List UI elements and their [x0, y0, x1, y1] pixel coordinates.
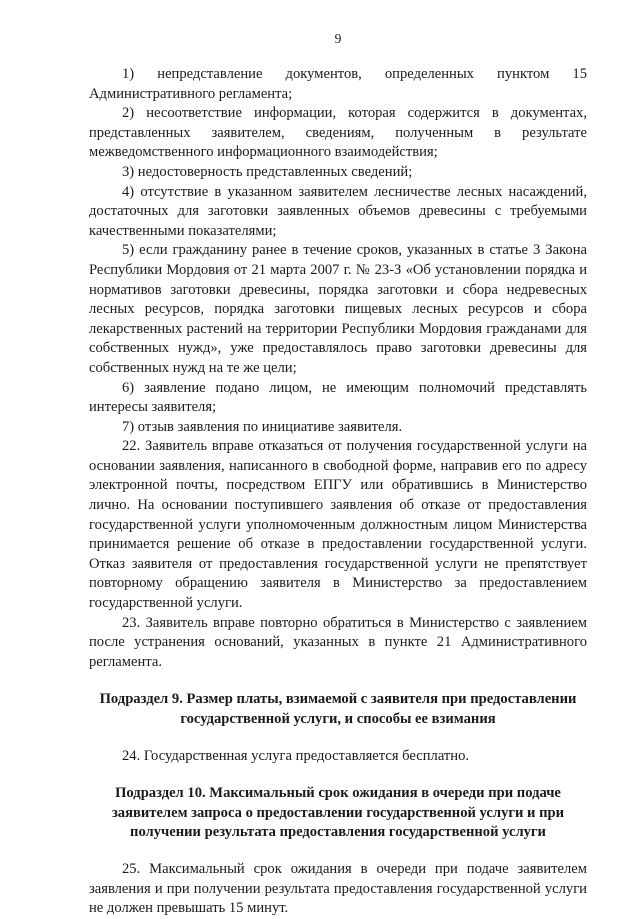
paragraph-refusal-2: 2) несоответствие информации, которая содержится в документах, представленных заявителем, сведениям, полученным в результате межведомственного информационного взаимодействия; — [89, 105, 587, 161]
paragraph-25: 25. Максимальный срок ожидания в очереди при подаче заявителем заявления и при получении результата предоставления государственной услуги не должен превышать 15 минут. — [89, 860, 587, 917]
paragraph-refusal-1: 1) непредставление документов, определенных пунктом 15 Административного регламента; — [89, 66, 587, 102]
paragraph-23: 23. Заявитель вправе повторно обратиться в Министерство с заявлением после устранения оснований, указанных в пункте 21 Административного регламента. — [89, 614, 587, 670]
paragraph-refusal-4: 4) отсутствие в указанном заявителем лесничестве лесных насаждений, достаточных для заготовки заявленных объемов древесины с требуемыми качественными показателями; — [89, 183, 587, 239]
paragraph-24: 24. Государственная услуга предоставляется бесплатно. — [122, 747, 470, 764]
subsection-9-heading: Подраздел 9. Размер платы, взимаемой с заявителя при предоставлении государственной услуги, и способы ее взимания — [99, 691, 577, 727]
subsection-10-heading: Подраздел 10. Максимальный срок ожидания в очереди при подаче заявителем запроса о предоставлении государственной услуги и при получении результата предоставления государственной услуги — [111, 785, 565, 841]
paragraph-refusal-3: 3) недостоверность представленных сведений; — [122, 163, 413, 180]
paragraph-22: 22. Заявитель вправе отказаться от получения государственной услуги на основании заявления, написанного в свободной форме, направив его по адресу электронной почты, посредством ЕПГУ или обратившись в Министерство лично. На основании поступившего заявления об отказе от предоставления государственной услуги уполномоченным должностным лицом Министерства принимается решение об отказе в предоставлении государственной услуги. Отказ заявителя от предоставления государственной услуги не препятствует повторному обращению заявителя в Министерство за предоставлением государственной услуги. — [89, 438, 587, 612]
page-number: 9 — [334, 31, 342, 46]
paragraph-refusal-5: 5) если гражданину ранее в течение сроков, указанных в статье 3 Закона Республики Мордовия от 21 марта 2007 г. № 23-З «Об установлении порядка и нормативов заготовки древесины, порядка заготовки и сбора недревесных лесных ресурсов, порядка заготовки пищевых лесных ресурсов и сбора лекарственных растений на территории Республики Мордовия гражданами для собственных нужд», уже предоставлялось право заготовки древесины для собственных нужд на те же цели; — [89, 242, 587, 376]
paragraph-refusal-6: 6) заявление подано лицом, не имеющим полномочий представлять интересы заявителя; — [89, 379, 587, 416]
document-body — [89, 65, 587, 919]
paragraph-refusal-7: 7) отзыв заявления по инициативе заявителя. — [122, 418, 403, 435]
